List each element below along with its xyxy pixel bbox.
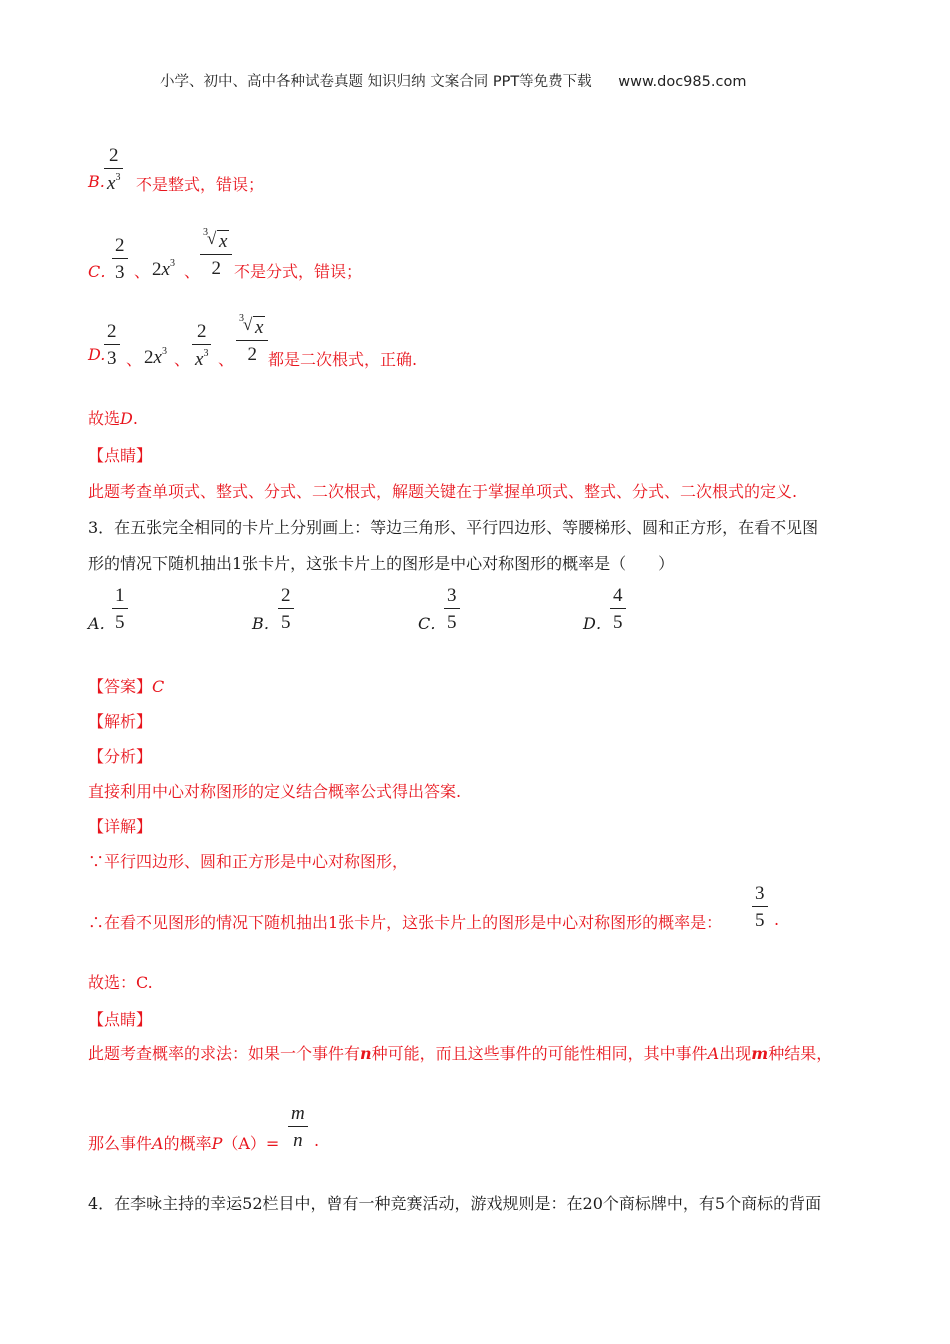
- q2-choose: 故选D.: [88, 409, 138, 428]
- header-text: 小学、初中、高中各种试卷真题 知识归纳 文案合同 PPT等免费下载: [160, 74, 592, 90]
- q3-option-c-fraction: 3 5: [444, 586, 460, 632]
- opt-b-text: 不是整式，错误；: [136, 175, 265, 194]
- q3-option-b-fraction: 2 5: [278, 586, 294, 632]
- q3-analyze: 直接利用中心对称图形的定义结合概率公式得出答案.: [88, 782, 462, 801]
- q3-detail-line1: ∵平行四边形、圆和正方形是中心对称图形，: [88, 852, 409, 871]
- opt-c-sep-2: 、: [184, 262, 201, 281]
- opt-c-fraction-3: 3 √ x 2: [200, 232, 232, 278]
- q3-detail-line2: ∴在看不见图形的情况下随机抽出1张卡片，这张卡片上的图形是中心对称图形的概率是：: [88, 913, 723, 932]
- q2-comment-title: 【点睛】: [88, 446, 153, 465]
- q3-option-d-label: D．: [583, 614, 612, 633]
- q3-answer: 【答案】C: [88, 677, 165, 696]
- q3-option-b-label: B．: [252, 614, 280, 633]
- opt-d-fraction-1: 2 3: [104, 322, 120, 368]
- opt-d-label: D.: [88, 345, 106, 364]
- opt-d-fraction-4: 3 √ x 2: [236, 318, 268, 364]
- q3-comment-line1: 此题考查概率的求法：如果一个事件有n种可能，而且这些事件的可能性相同，其中事件A出现m种结果，: [88, 1044, 833, 1063]
- site-header: [160, 70, 746, 91]
- opt-c-label: C．: [88, 262, 117, 281]
- q3-detail-title: 【详解】: [88, 817, 153, 836]
- q3-detail-fraction: 3 5: [752, 884, 768, 930]
- q3-option-a-fraction: 1 5: [112, 586, 128, 632]
- q3-comment-line2: 那么事件A的概率P（A）=: [88, 1134, 280, 1153]
- q3-option-c-label: C．: [418, 614, 447, 633]
- opt-c-text: 不是分式，错误；: [234, 262, 363, 281]
- q2-comment: 此题考查单项式、整式、分式、二次根式，解题关键在于掌握单项式、整式、分式、二次根式的定义.: [88, 482, 798, 501]
- q3-comment-end: .: [314, 1131, 320, 1150]
- opt-d-text: 都是二次根式，正确.: [268, 350, 418, 369]
- q3-stem-line2: 形的情况下随机抽出1张卡片，这张卡片上的图形是中心对称图形的概率是（ ）: [88, 554, 675, 573]
- q4-stem-line1: 4．在李咏主持的幸运52栏目中，曾有一种竞赛活动，游戏规则是：在20个商标牌中，有5个商标的背面: [88, 1194, 822, 1213]
- q3-analysis-title: 【解析】: [88, 712, 153, 731]
- q3-option-a-label: A．: [88, 614, 116, 633]
- opt-c-term-2: $2x^3$: [152, 258, 175, 280]
- q3-comment-title: 【点睛】: [88, 1010, 153, 1029]
- q3-analyze-title: 【分析】: [88, 747, 153, 766]
- q3-detail-end: .: [774, 910, 780, 929]
- opt-d-sep-2: 、: [174, 350, 191, 369]
- q3-stem-line1: 3．在五张完全相同的卡片上分别画上：等边三角形、平行四边形、等腰梯形、圆和正方形，在看不见图: [88, 518, 819, 537]
- opt-d-fraction-3: 2 $x^3$: [192, 322, 211, 369]
- opt-d-term-2: $2x^3$: [144, 346, 167, 368]
- opt-b-fraction: 2 $x^3$: [104, 146, 123, 193]
- opt-d-sep-1: 、: [126, 350, 143, 369]
- q3-comment-fraction: m n: [288, 1104, 308, 1150]
- q3-option-d-fraction: 4 5: [610, 586, 626, 632]
- header-url[interactable]: www.doc985.com: [618, 74, 747, 90]
- opt-c-sep-1: 、: [134, 262, 151, 281]
- q3-choose: 故选：C.: [88, 973, 153, 992]
- opt-b-label: B.: [88, 172, 105, 191]
- opt-c-fraction-1: 2 3: [112, 236, 128, 282]
- opt-d-sep-3: 、: [218, 350, 235, 369]
